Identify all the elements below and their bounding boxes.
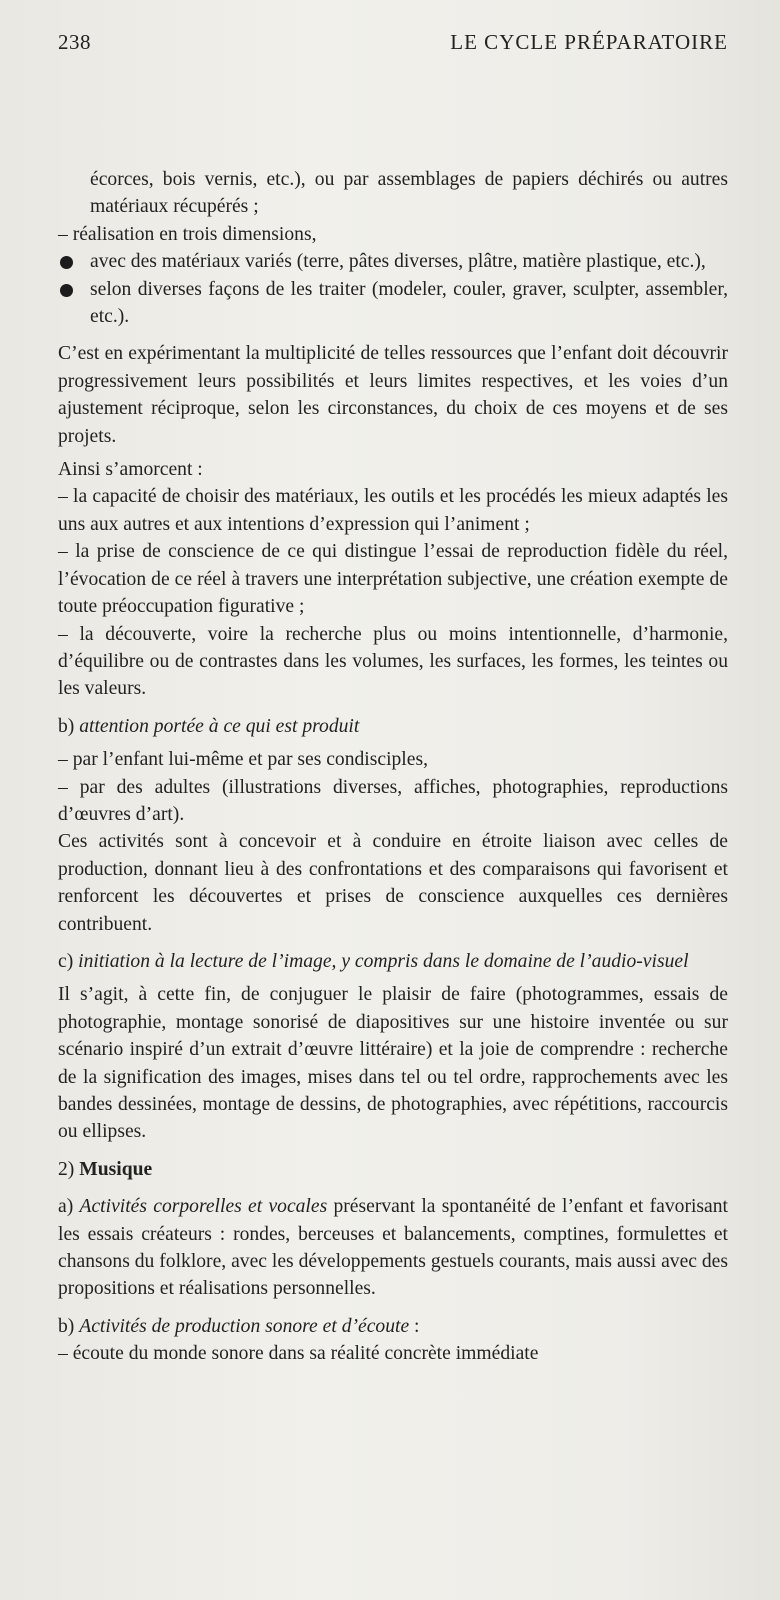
paragraph-emphasis: Activités corporelles et vocales xyxy=(79,1196,328,1218)
paragraph-text: : xyxy=(409,1315,420,1337)
paragraph: Ainsi s’amorcent : xyxy=(58,459,203,481)
bullet-item xyxy=(58,276,728,331)
paragraph: Ces activités sont à concevoir et à conduire en étroite liaison avec celles de production, donnant lieu à des confrontations et des comparaisons qui favorisent et renforcent les découvertes et prises de conscience auxquelles ces dernières contribuent. xyxy=(58,831,728,935)
page-header xyxy=(58,30,728,55)
list-item: – réalisation en trois dimensions, xyxy=(58,223,317,245)
paragraph: Il s’agit, à cette fin, de conjuguer le plaisir de faire (photogrammes, essais de photographie, montage sonorisé de diapositives sur une histoire inventée ou sur scénario inspiré d’un extrait d’œuvre littéraire) et la joie de comprendre : recherche de la signification des images, mises dans tel ou tel ordre, rapprochements avec les bandes dessinées, montage de dessins, de photographies, avec répétitions, raccourcis ou ellipses. xyxy=(58,984,728,1143)
page-number: 238 xyxy=(58,30,91,54)
section-heading-b xyxy=(58,713,728,740)
heading-text: attention portée à ce qui est produit xyxy=(79,715,360,737)
section-heading-c xyxy=(58,948,728,975)
heading-label: c) xyxy=(58,950,74,972)
list-item: – la capacité de choisir des matériaux, les outils et les procédés les mieux adaptés les uns aux autres et aux intentions d’expression qui l’animent ; xyxy=(58,486,728,535)
list-item: – la prise de conscience de ce qui distingue l’essai de reproduction fidèle du réel, l’évocation de ce réel à travers une interprétation subjective, une création exempte de toute préoccupation figurative ; xyxy=(58,541,728,618)
paragraph xyxy=(58,1313,728,1340)
section-heading-music xyxy=(58,1156,728,1183)
paragraph-label: b) xyxy=(58,1315,75,1337)
list-item: – par l’enfant lui-même et par ses condisciples, xyxy=(58,749,428,771)
heading-text: initiation à la lecture de l’image, y compris dans le domaine de l’audio-visuel xyxy=(78,950,689,972)
bullet-text: selon diverses façons de les traiter (modeler, couler, graver, sculpter, assembler, etc.). xyxy=(90,278,728,328)
bullet-item xyxy=(58,248,728,275)
running-title: LE CYCLE PRÉPARATOIRE xyxy=(450,30,728,54)
bullet-dot-icon xyxy=(60,256,73,269)
bullet-text: avec des matériaux variés (terre, pâtes diverses, plâtre, matière plastique, etc.), xyxy=(90,251,706,273)
paragraph xyxy=(58,1193,728,1303)
continuation-line: écorces, bois vernis, etc.), ou par assemblages de papiers déchirés ou autres matériaux récupérés ; xyxy=(90,169,728,218)
heading-label: b) xyxy=(58,715,75,737)
list-item: – la découverte, voire la recherche plus ou moins intentionnelle, d’harmonie, d’équilibre ou de contrastes dans les volumes, les surfaces, les formes, les teintes ou les valeurs. xyxy=(58,623,728,700)
bullet-dot-icon xyxy=(60,284,73,297)
list-item: – par des adultes (illustrations diverses, affiches, photographies, reproductions d’œuvres d’art). xyxy=(58,776,728,825)
heading-label: 2) xyxy=(58,1158,75,1180)
paragraph-text: préservant la spontanéité de l’enfant et favorisant les essais créateurs : rondes, berceuses et balancements, comptines, formulettes et chansons du folklore, avec les développements gestuels courants, mais aussi avec des propositions et réalisations personnelles. xyxy=(58,1196,728,1300)
paragraph-emphasis: Activités de production sonore et d’écoute xyxy=(79,1315,410,1337)
list-item: – écoute du monde sonore dans sa réalité concrète immédiate xyxy=(58,1343,539,1365)
paragraph-label: a) xyxy=(58,1196,74,1218)
page-body xyxy=(58,166,728,1368)
heading-text: Musique xyxy=(79,1158,153,1180)
paragraph: C’est en expérimentant la multiplicité de telles ressources que l’enfant doit découvrir progressivement leurs possibilités et leurs limites respectives, et les voies d’un ajustement réciproque, selon les circonstances, du choix de ces moyens et de ses projets. xyxy=(58,343,728,447)
